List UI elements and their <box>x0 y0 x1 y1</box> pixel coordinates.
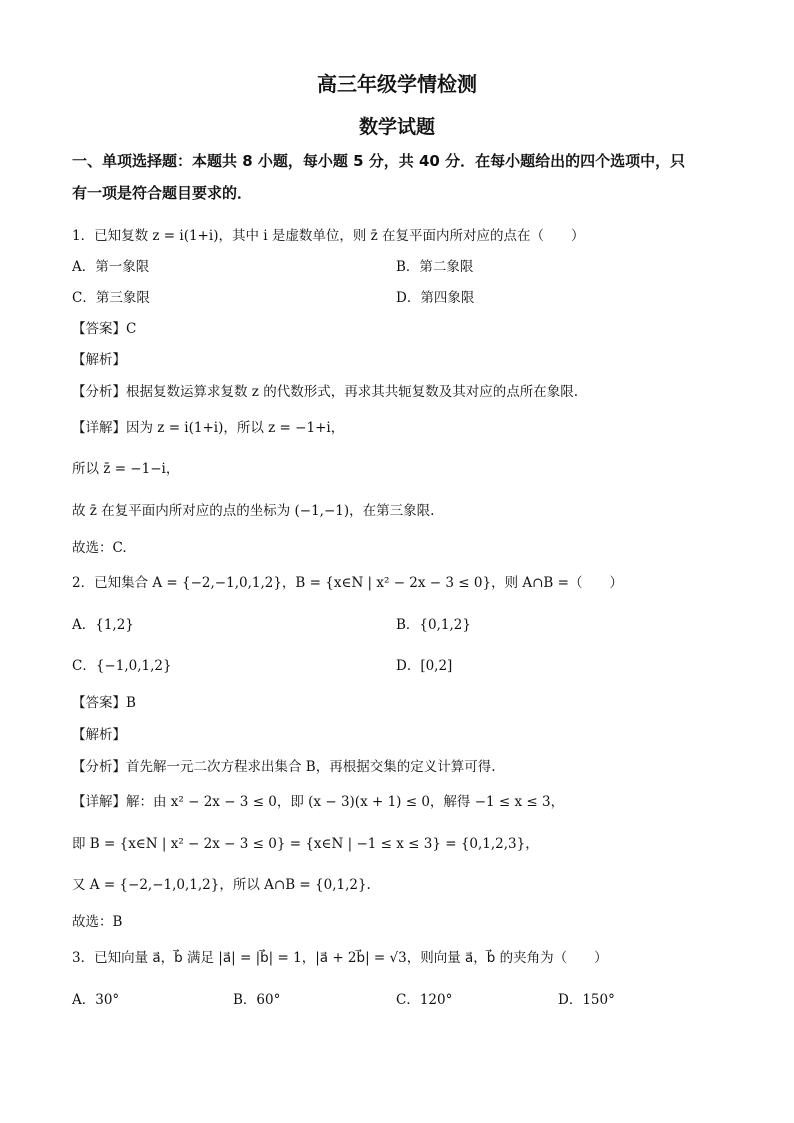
q1-choice: 故选：C. <box>72 540 127 556</box>
q1-stem: 1．已知复数 z = i(1+i)，其中 i 是虚数单位，则 z̄ 在复平面内所对应的点在（ ） <box>72 228 585 244</box>
q1-option-d: D．第四象限 <box>396 290 475 306</box>
page-title: 高三年级学情检测 <box>317 72 477 96</box>
q3-option-b: B．60° <box>233 992 281 1008</box>
q1-option-b: B．第二象限 <box>396 259 474 275</box>
q2-step3: 又 A = {−2,−1,0,1,2}，所以 A∩B = {0,1,2}. <box>72 877 371 893</box>
q1-detail: 【详解】因为 z = i(1+i)，所以 z = −1+i， <box>72 420 345 436</box>
q1-analysis: 【分析】根据复数运算求复数 z 的代数形式，再求其共轭复数及其对应的点所在象限. <box>72 384 578 400</box>
q2-option-d: D．[0,2] <box>396 658 453 674</box>
q1-option-a: A．第一象限 <box>72 259 150 275</box>
page-subtitle: 数学试题 <box>358 116 435 138</box>
section-heading-line2: 有一项是符合题目要求的． <box>72 184 253 202</box>
q1-option-c: C．第三象限 <box>72 290 150 306</box>
q3-option-d: D．150° <box>558 992 615 1008</box>
q2-solution-label: 【解析】 <box>72 727 126 743</box>
q2-answer: 【答案】B <box>72 695 136 711</box>
q2-stem: 2．已知集合 A = {−2,−1,0,1,2}，B = {x∈N | x² − 2x − 3 ≤ 0}，则 A∩B =（ ） <box>72 575 623 591</box>
q2-option-b: B．{0,1,2} <box>396 617 471 633</box>
q1-step2: 所以 z̄ = −1−i， <box>72 461 180 477</box>
q3-stem: 3．已知向量 a⃗，b⃗ 满足 |a⃗| = |b⃗| = 1，|a⃗ + 2b⃗| = √3，则向量 a⃗，b⃗ 的夹角为（ ） <box>72 950 608 966</box>
section-heading-line1: 一、单项选择题：本题共 8 小题，每小题 5 分，共 40 分．在每小题给出的四个选项中，只 <box>72 152 686 170</box>
q1-answer: 【答案】C <box>72 321 137 337</box>
q2-analysis: 【分析】首先解一元二次方程求出集合 B，再根据交集的定义计算可得. <box>72 759 496 775</box>
q2-detail: 【详解】解：由 x² − 2x − 3 ≤ 0，即 (x − 3)(x + 1) ≤ 0，解得 −1 ≤ x ≤ 3， <box>72 794 565 810</box>
q3-option-a: A．30° <box>72 992 120 1008</box>
q2-choice: 故选：B <box>72 914 123 930</box>
q2-option-c: C．{−1,0,1,2} <box>72 658 172 674</box>
q1-step3: 故 z̄ 在复平面内所对应的点的坐标为 (−1,−1)，在第三象限. <box>72 503 435 519</box>
q2-step2: 即 B = {x∈N | x² − 2x − 3 ≤ 0} = {x∈N | −1 ≤ x ≤ 3} = {0,1,2,3}， <box>72 836 539 852</box>
q3-option-c: C．120° <box>396 992 453 1008</box>
q2-option-a: A．{1,2} <box>72 617 134 633</box>
q1-solution-label: 【解析】 <box>72 352 126 368</box>
